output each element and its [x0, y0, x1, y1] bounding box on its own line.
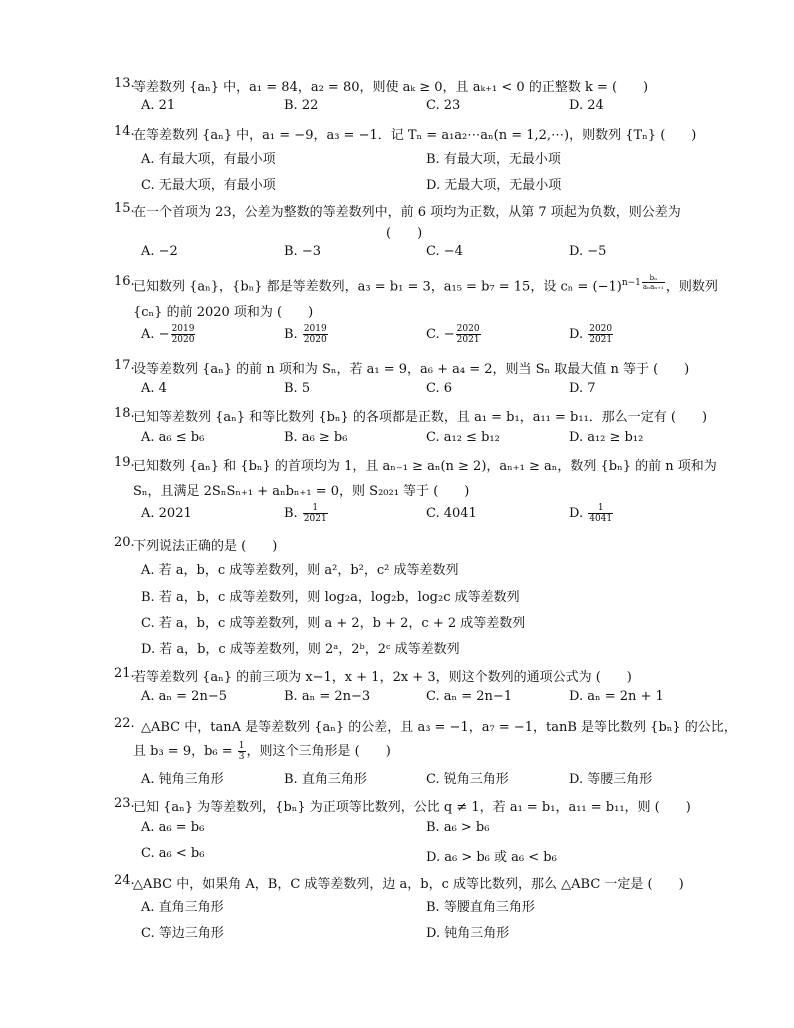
question-stem: 下列说法正确的是 ( ) — [133, 539, 278, 554]
question-stem: 已知 {aₙ} 为等差数列，{bₙ} 为正项等比数列，公比 q ≠ 1，若 a₁ = b₁，a₁₁ = b₁₁，则 ( ) — [133, 800, 691, 815]
answer-blank: ( ) — [386, 226, 423, 241]
question-stem-line2: {cₙ} 的前 2020 项和为 ( ) — [133, 305, 314, 320]
question-number: 17. — [114, 358, 135, 373]
option-c[interactable]: C. 锐角三角形 — [426, 772, 509, 787]
option-c[interactable]: C. 23 — [426, 98, 461, 113]
question-stem: 在等差数列 {aₙ} 中，a₁ = −9，a₃ = −1．记 Tₙ = a₁a₂⋯aₙ(n = 1,2,⋯)，则数列 {Tₙ} ( ) — [133, 128, 697, 143]
question-stem: 已知数列 {aₙ} 和 {bₙ} 的首项均为 1，且 aₙ₋₁ ≥ aₙ(n ≥ 2)，aₙ₊₁ ≥ aₙ，数列 {bₙ} 的前 n 项和为 — [133, 459, 717, 474]
option-b[interactable]: B. 若 a，b，c 成等差数列，则 log₂a，log₂b，log₂c 成等差数列 — [141, 590, 520, 605]
option-a[interactable]: A. 直角三角形 — [141, 900, 224, 915]
option-a[interactable]: A. 2021 — [141, 506, 192, 521]
option-d[interactable]: D. −5 — [569, 244, 607, 259]
option-a[interactable]: A. −2 — [141, 244, 178, 259]
question-stem: 若等差数列 {aₙ} 的前三项为 x−1，x + 1，2x + 3，则这个数列的通项公式为 ( ) — [133, 670, 632, 685]
question-number: 20. — [114, 535, 135, 550]
option-c[interactable]: C. 若 a，b，c 成等差数列，则 a + 2，b + 2，c + 2 成等差数列 — [141, 616, 526, 631]
fraction-denominator: aₙaₙ₊₁ — [642, 283, 664, 291]
question-number: 18. — [114, 406, 135, 421]
fraction-numerator: bₙ — [642, 274, 665, 283]
stem-tail: ，则数列 — [665, 279, 718, 295]
option-a[interactable]: A. aₙ = 2n−5 — [141, 689, 227, 704]
question-stem: 设等差数列 {aₙ} 的前 n 项和为 Sₙ，若 a₁ = 9，a₆ + a₄ = 2，则当 Sₙ 取最大值 n 等于 ( ) — [133, 362, 690, 377]
option-b[interactable]: B. a₆ ≥ b₆ — [284, 430, 348, 445]
option-a[interactable]: A. 钝角三角形 — [141, 772, 224, 787]
question-number: 14. — [114, 124, 135, 139]
option-b[interactable]: B. $\frac{2019}{2020}$ — [284, 324, 327, 345]
question-number: 24. — [114, 873, 135, 888]
option-b[interactable]: B. 5 — [284, 381, 311, 396]
question-stem: 在一个首项为 23，公差为整数的等差数列中，前 6 项均为正数，从第 7 项起为负数，则公差为 — [133, 205, 681, 220]
question-stem-line2: Sₙ，且满足 2SₙSₙ₊₁ + aₙbₙ₊₁ = 0，则 S₂₀₂₁ 等于 ( ) — [133, 484, 470, 499]
option-c[interactable]: C. 6 — [426, 381, 453, 396]
question-number: 13. — [114, 76, 135, 91]
question-stem: △ABC 中，tanA 是等差数列 {aₙ} 的公差，且 a₃ = −1，a₇ = −1，tanB 是等比数列 {bₙ} 的公比， — [141, 720, 737, 735]
option-d[interactable]: D. $\frac{1}{4041}$ — [569, 503, 613, 524]
option-a[interactable]: A. a₆ = b₆ — [141, 820, 205, 835]
option-a[interactable]: A. 4 — [141, 381, 167, 396]
option-a[interactable]: A. − $\frac{2019}{2020}$ — [141, 324, 195, 345]
option-d[interactable]: D. 7 — [569, 381, 596, 396]
option-c[interactable]: C. −4 — [426, 244, 463, 259]
question-stem-line2: 且 b₃ = 9，b₆ = $\frac{1}{3}$ ，则这个三角形是 ( ) — [133, 741, 391, 762]
question-number: 19. — [114, 455, 135, 470]
option-c[interactable]: C. 4041 — [426, 506, 477, 521]
option-a[interactable]: A. a₆ ≤ b₆ — [141, 430, 205, 445]
question-number: 21. — [114, 666, 135, 681]
option-b[interactable]: B. a₆ > b₆ — [426, 820, 490, 835]
option-d[interactable]: D. a₆ > b₆ 或 a₆ < b₆ — [426, 850, 557, 865]
question-stem: 等差数列 {aₙ} 中，a₁ = 84，a₂ = 80，则使 aₖ ≥ 0，且 aₖ₊₁ < 0 的正整数 k = ( ) — [133, 80, 649, 95]
option-d[interactable]: D. 钝角三角形 — [426, 926, 510, 941]
option-c[interactable]: C. 等边三角形 — [141, 926, 224, 941]
option-b[interactable]: B. $\frac{1}{2021}$ — [284, 503, 327, 524]
option-d[interactable]: D. 无最大项，无最小项 — [426, 178, 562, 193]
option-b[interactable]: B. 有最大项，无最小项 — [426, 152, 561, 167]
option-b[interactable]: B. −3 — [284, 244, 321, 259]
question-number: 16. — [114, 274, 135, 289]
option-a[interactable]: A. 若 a，b，c 成等差数列，则 a²，b²，c² 成等差数列 — [141, 563, 459, 578]
option-a[interactable]: A. 21 — [141, 98, 176, 113]
option-d[interactable]: D. 若 a，b，c 成等差数列，则 2ᵃ，2ᵇ，2ᶜ 成等差数列 — [141, 642, 460, 657]
option-c[interactable]: C. a₆ < b₆ — [141, 846, 205, 861]
question-stem: △ABC 中，如果角 A，B，C 成等差数列，边 a，b，c 成等比数列，那么 △ABC 一定是 ( ) — [133, 877, 684, 892]
option-d[interactable]: D. $\frac{2020}{2021}$ — [569, 324, 613, 345]
option-d[interactable]: D. 等腰三角形 — [569, 772, 653, 787]
option-d[interactable]: D. aₙ = 2n + 1 — [569, 689, 664, 704]
option-c[interactable]: C. aₙ = 2n−1 — [426, 689, 513, 704]
option-c[interactable]: C. − $\frac{2020}{2021}$ — [426, 324, 480, 345]
option-d[interactable]: D. 24 — [569, 98, 604, 113]
option-c[interactable]: C. a₁₂ ≤ b₁₂ — [426, 430, 500, 445]
option-b[interactable]: B. 直角三角形 — [284, 772, 367, 787]
option-c[interactable]: C. 无最大项，有最小项 — [141, 178, 276, 193]
option-a[interactable]: A. 有最大项，有最小项 — [141, 152, 276, 167]
option-b[interactable]: B. 22 — [284, 98, 319, 113]
question-stem: 已知等差数列 {aₙ} 和等比数列 {bₙ} 的各项都是正数，且 a₁ = b₁，a₁₁ = b₁₁．那么一定有 ( ) — [133, 410, 708, 425]
question-number: 23. — [114, 796, 135, 811]
stem-exponent: n−1 bₙ aₙaₙ₊₁ — [621, 274, 664, 291]
question-stem — [133, 274, 718, 294]
option-b[interactable]: B. aₙ = 2n−3 — [284, 689, 371, 704]
question-number: 15. — [114, 201, 135, 216]
option-d[interactable]: D. a₁₂ ≥ b₁₂ — [569, 430, 644, 445]
option-b[interactable]: B. 等腰直角三角形 — [426, 900, 535, 915]
stem-text: 已知数列 {aₙ}，{bₙ} 都是等差数列，a₃ = b₁ = 3，a₁₅ = b₇ = 15，设 cₙ = (−1) — [133, 279, 622, 295]
question-number: 22. — [114, 716, 135, 731]
